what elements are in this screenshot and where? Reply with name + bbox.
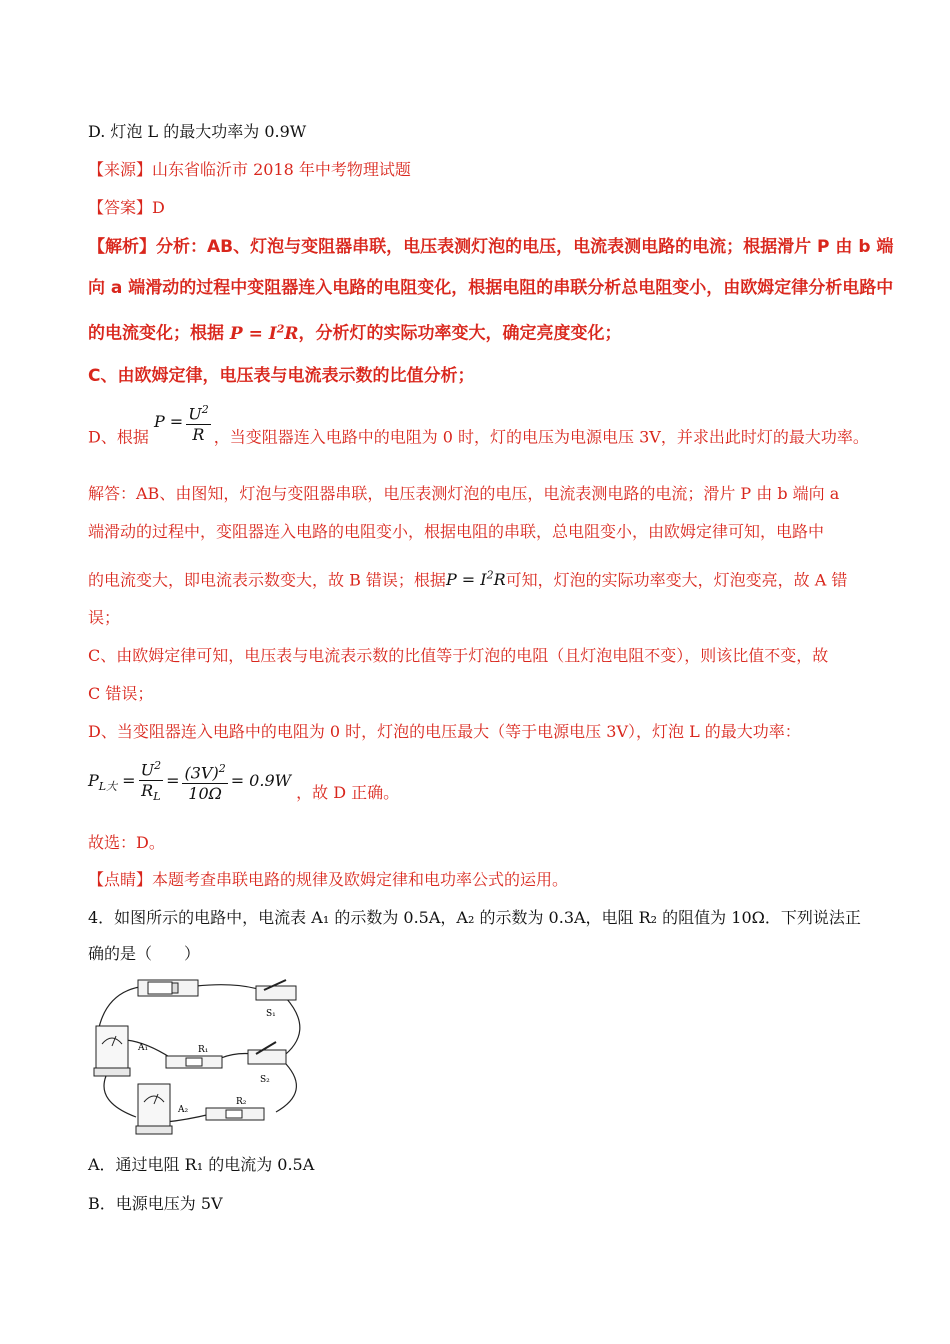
- solution-line-2: 端滑动的过程中，变阻器连入电路的电阻变小，根据电阻的串联，总电阻变小，由欧姆定律可知，电路中: [88, 522, 825, 541]
- analysis-tag: 【解析】: [88, 237, 156, 257]
- analysis-line-2: 向 a 端滑动的过程中变阻器连入电路的电阻变化，根据电阻的串联分析总电阻变小，由欧姆定律分析电路中: [88, 278, 894, 298]
- part-d-suffix: ，当变阻器连入电路中的电阻为 0 时，灯的电压为电源电压 3V，并求出此时灯的最大功率。: [213, 427, 869, 447]
- solution-line-1: 解答：AB、由图知，灯泡与变阻器串联，电压表测灯泡的电压，电流表测电路的电流；滑片 P 由 b 端向 a: [88, 484, 840, 503]
- resistor-r1-icon: [166, 1056, 222, 1068]
- wire-a1-a2: [104, 1076, 136, 1117]
- formula-suffix: ，故 D 正确。: [296, 783, 400, 803]
- solution-line-8: 故选：D。: [88, 833, 165, 852]
- comment-tag: 【点睛】: [88, 870, 153, 889]
- ammeter-a2-icon: [136, 1084, 172, 1134]
- analysis-line-1: [88, 236, 893, 258]
- option-b: B．电源电压为 5V: [88, 1194, 223, 1213]
- battery-icon: [138, 980, 198, 996]
- answer-text: D: [152, 198, 165, 217]
- label-r2: R₂: [236, 1097, 247, 1107]
- question-4-line-1: 4．如图所示的电路中，电流表 A₁ 的示数为 0.5A，A₂ 的示数为 0.3A，电阻 R₂ 的阻值为 10Ω．下列说法正: [88, 908, 861, 927]
- analysis-line-4: C、由欧姆定律，电压表与电流表示数的比值分析；: [88, 366, 475, 386]
- circuit-diagram: [86, 972, 314, 1142]
- source-text: 山东省临沂市 2018 年中考物理试题: [152, 160, 411, 179]
- analysis-line-3: [88, 318, 622, 345]
- formula-max-power: $P_{L大}$ = $\frac{U^2}{R_L}$ = $\frac{(3V)^2}{10\Omega}$ = 0.9W: [88, 771, 291, 790]
- label-s2: S₂: [260, 1075, 270, 1085]
- solution-line-6: C 错误；: [88, 684, 154, 703]
- switch-s2-icon: [248, 1042, 286, 1064]
- solution-text-3b: 可知，灯泡的实际功率变大，灯泡变亮，故 A 错: [505, 570, 848, 590]
- wire-battery-s1: [196, 985, 261, 990]
- solution-text-3a: 的电流变大，即电流表示数变大，故 B 错误；根据: [88, 570, 446, 590]
- formula-p-i2r-2: $P = I^2R$: [445, 569, 506, 590]
- label-a1: A₁: [138, 1043, 149, 1053]
- wire-s1-s2: [281, 998, 300, 1058]
- wire-a2-r2: [166, 1114, 211, 1122]
- label-a2: A₂: [178, 1105, 189, 1115]
- label-s1: S₁: [266, 1009, 276, 1019]
- analysis-text-1: 分析：AB、灯泡与变阻器串联，电压表测灯泡的电压，电流表测电路的电流；根据滑片 P 由 b 端: [156, 237, 894, 257]
- resistor-r2-icon: [206, 1108, 264, 1120]
- source-tag: 【来源】: [88, 160, 153, 179]
- option-d-previous: D. 灯泡 L 的最大功率为 0.9W: [88, 122, 307, 141]
- analysis-text-3b: ，分析灯的实际功率变大，确定亮度变化；: [298, 323, 622, 344]
- answer-tag: 【答案】: [88, 198, 153, 217]
- source-line: [88, 159, 411, 181]
- formula-p-u2r: P = $\frac{U^2}{R}$: [154, 412, 214, 431]
- solution-line-4: 误；: [88, 608, 121, 627]
- ammeter-a1-icon: [94, 1026, 130, 1076]
- answer-line: [88, 197, 165, 219]
- max-power-formula-line: [88, 756, 399, 809]
- switch-s1-icon: [256, 980, 296, 1000]
- solution-line-5: C、由欧姆定律可知，电压表与电流表示数的比值等于灯泡的电阻（且灯泡电阻不变），则该比值不变，故: [88, 646, 829, 665]
- part-d-prefix: D、根据: [88, 427, 149, 447]
- label-r1: R₁: [198, 1045, 209, 1055]
- analysis-text-3a: 的电流变化；根据: [88, 323, 224, 344]
- formula-p-i2r: $P = I^2R$: [224, 322, 299, 344]
- question-4-line-2: 确的是（ ）: [88, 944, 201, 963]
- comment-text: 本题考查串联电路的规律及欧姆定律和电功率公式的运用。: [152, 870, 569, 889]
- solution-line-3: [88, 565, 847, 591]
- solution-line-7: D、当变阻器连入电路中的电阻为 0 时，灯泡的电压最大（等于电源电压 3V），灯泡 L 的最大功率：: [88, 722, 801, 741]
- option-a: A．通过电阻 R₁ 的电流为 0.5A: [88, 1155, 315, 1174]
- part-d-line: [88, 403, 869, 457]
- comment-line: [88, 869, 568, 891]
- wire-s2-r2: [276, 1064, 296, 1112]
- wire-a1-r1: [126, 1040, 171, 1058]
